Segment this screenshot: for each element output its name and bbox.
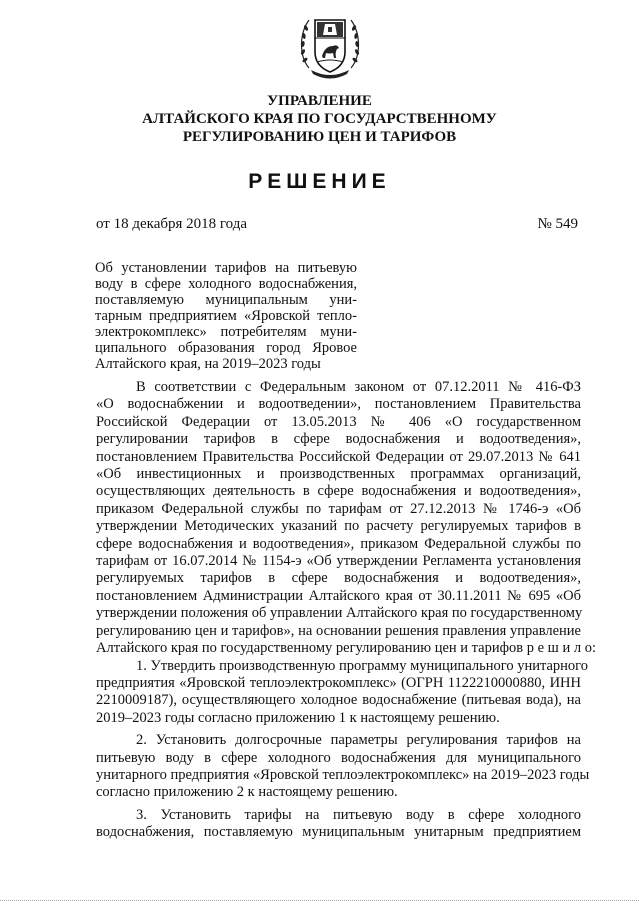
decision-date: от 18 декабря 2018 года xyxy=(96,216,248,232)
header-line-2: АЛТАЙСКОГО КРАЯ ПО ГОСУДАРСТВЕННОМУ xyxy=(142,111,497,127)
body-line: унитарного предприятия «Яровской теплоэлектрокомплекс» на 2019–2023 годы xyxy=(96,766,590,783)
body-line: 2210009187), осуществляющего холодное водоснабжение (питьевая вода), на xyxy=(96,692,581,709)
subject-line: тарным предприятием «Яровской тепло- xyxy=(95,308,357,324)
body-line: 2019–2023 годы согласно приложению 1 к настоящему решению. xyxy=(96,709,500,726)
decision-number: № 549 xyxy=(537,216,578,232)
body-line: согласно приложению 2 к настоящему решению. xyxy=(96,784,398,801)
body-line: 1. Утвердить производственную программу муниципального унитарного xyxy=(136,657,589,674)
subject-line: воду в сфере холодного водоснабжения, xyxy=(95,276,357,292)
page-bottom-edge xyxy=(0,900,639,901)
subject-line: поставляемую муниципальным уни- xyxy=(95,292,357,308)
body-line: постановлением Администрации Алтайского края от 30.11.2011 № 695 «Об xyxy=(96,587,581,604)
body-line: регулируемых тарифов в сфере водоснабжения и водоотведения», xyxy=(96,570,581,587)
authority-header xyxy=(60,92,579,146)
body-line: осуществляющих деятельность в сфере водоснабжения и водоотведения», xyxy=(96,483,581,500)
body-line: питьевую воду в сфере холодного водоснабжения для муниципального xyxy=(96,749,581,766)
subject-line: Алтайского края, на 2019–2023 годы xyxy=(95,356,321,372)
body-line: «Об инвестиционных и производственных программах организаций, xyxy=(96,466,581,483)
coat-of-arms-icon xyxy=(295,8,365,84)
body-line: водоснабжения, поставляемую муниципальным унитарным предприятием xyxy=(96,824,581,841)
body-line: регулированию цен и тарифов», на основании решения правления управление xyxy=(96,622,581,639)
body-line: В соответствии с Федеральным законом от 07.12.2011 № 416-ФЗ xyxy=(136,379,581,395)
body-line: постановлением Правительства Российской Федерации от 29.07.2013 № 641 xyxy=(96,448,581,465)
body-line: тарифам от 16.07.2014 № 1154-э «Об утверждении Регламента установления xyxy=(96,553,581,570)
decision-body xyxy=(96,379,596,842)
decision-subject xyxy=(95,260,357,372)
body-line: 3. Установить тарифы на питьевую воду в сфере холодного xyxy=(136,806,581,823)
body-line: 2. Установить долгосрочные параметры регулирования тарифов на xyxy=(136,732,581,749)
body-line: приказом Федеральной службы по тарифам от 27.12.2013 № 1746-э «Об xyxy=(96,500,581,517)
body-line: предприятия «Яровской теплоэлектрокомплекс» (ОГРН 1122210000880, ИНН xyxy=(96,674,581,691)
document-title: РЕШЕНИЕ xyxy=(248,170,391,193)
subject-line: Об установлении тарифов на питьевую xyxy=(95,260,357,276)
body-line: Российской Федерации от 13.05.2013 № 406 «О государственном xyxy=(96,413,581,430)
body-line: утверждении положения об управлении Алтайского края по государственному xyxy=(96,605,583,622)
subject-line: ципального образования город Яровое xyxy=(95,340,357,356)
header-line-3: РЕГУЛИРОВАНИЮ ЦЕН И ТАРИФОВ xyxy=(182,129,457,145)
body-line: сфере водоснабжения и водоотведения», приказом Федеральной службы по xyxy=(96,535,581,552)
body-line: Алтайского края по государственному регулированию цен и тарифов р е ш и л о: xyxy=(96,640,596,657)
header-line-1: УПРАВЛЕНИЕ xyxy=(267,93,372,109)
subject-line: электрокомплекс» потребителям муни- xyxy=(95,324,357,340)
body-line: утверждении Методических указаний по расчету регулируемых тарифов в xyxy=(96,518,581,535)
body-line: регулировании тарифов в сфере водоснабжения и водоотведения», xyxy=(96,431,581,448)
body-line: «О водоснабжении и водоотведении», постановлением Правительства xyxy=(96,396,581,413)
